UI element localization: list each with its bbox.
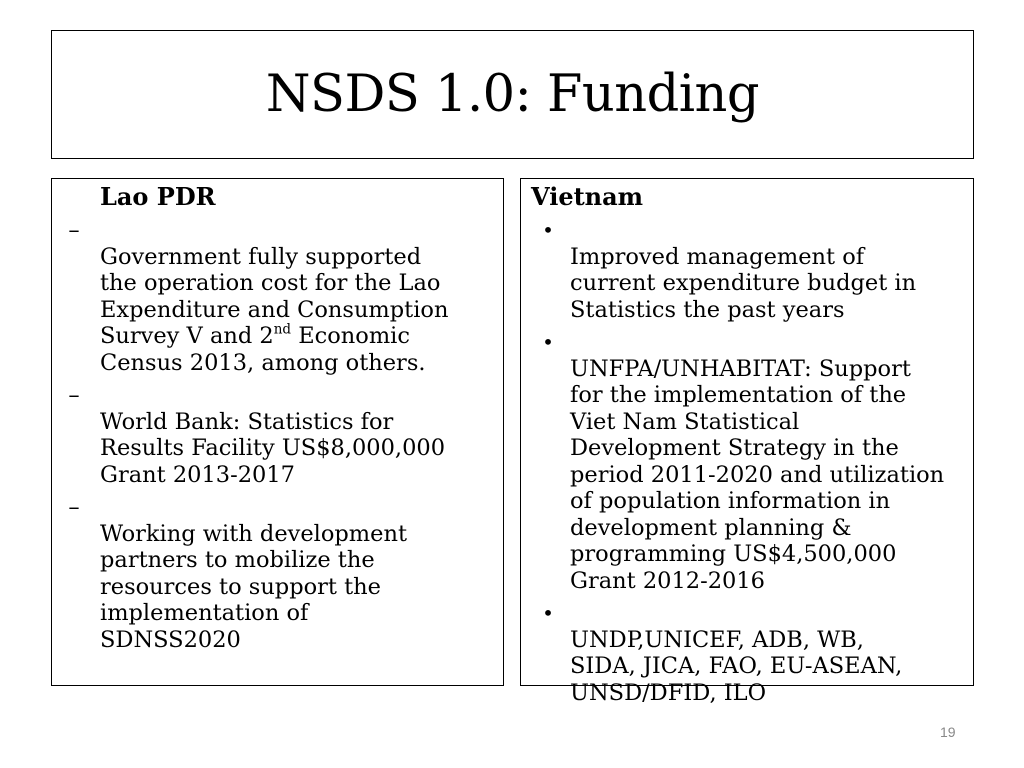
slide-title: NSDS 1.0: Funding (265, 65, 760, 124)
bullet-marker: • (542, 218, 554, 242)
list-item (68, 494, 500, 653)
item-text-cont: Economic Census 2013, among others. (100, 323, 426, 376)
dash-marker: – (68, 382, 80, 408)
vietnam-panel (520, 178, 974, 706)
item-text: UNFPA/UNHABITAT: Support for the implementation of the Viet Nam Statistical Development Strategy in the period 2011-2020 and utilization of population information in development planning & programming US$4,500,000 Grant 2012-2016 (570, 355, 945, 594)
vietnam-list (542, 217, 970, 712)
list-item (542, 329, 970, 594)
lao-pdr-panel (51, 178, 504, 686)
slide-number: 19 (940, 724, 956, 740)
title-box (51, 30, 974, 159)
item-text: Improved management of current expenditure budget in Statistics the past years (570, 243, 917, 323)
bullet-marker: • (542, 330, 554, 354)
list-item (68, 382, 500, 488)
dash-marker: – (68, 494, 80, 520)
list-item (68, 217, 500, 376)
list-item (542, 217, 970, 323)
bullet-marker: • (542, 601, 554, 625)
item-text: Government fully supported the operation cost for the Lao Expenditure and Consumption Survey V and 2 (100, 243, 449, 349)
lao-pdr-heading: Lao PDR (100, 182, 216, 211)
item-text: Working with development partners to mobilize the resources to support the implementation of SDNSS2020 (100, 520, 407, 653)
item-text: World Bank: Statistics for Results Facility US$8,000,000 Grant 2013-2017 (100, 408, 446, 488)
vietnam-heading: Vietnam (531, 182, 644, 211)
ordinal-suffix: nd (273, 321, 292, 338)
list-item (542, 600, 970, 706)
dash-marker: – (68, 217, 80, 243)
item-text: UNDP,UNICEF, ADB, WB, SIDA, JICA, FAO, EU-ASEAN, UNSD/DFID, ILO (570, 626, 903, 706)
lao-pdr-list (68, 217, 500, 659)
